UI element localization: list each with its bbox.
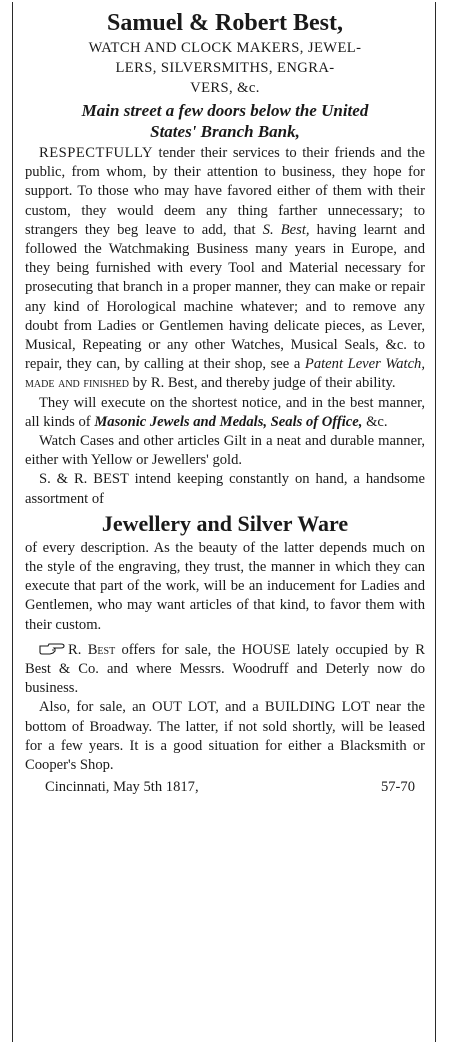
headline-jewellery: Jewellery and Silver Ware [101, 510, 349, 536]
paragraph-assortment: S. & R. BEST intend keeping constantly on hand, a handsome assortment of [25, 471, 425, 507]
trades-line-1: WATCH AND CLOCK MAKERS, JEWEL- [88, 40, 362, 56]
pointing-hand-icon [39, 643, 65, 655]
text-run: having learnt and followed the Watchmaking Business many years in Europe, and they being furnished with every Tool and Material necessary for prosecuting that branch in a proper manner, they can make or repair any kind of Horological machine whatever; and to remove any doubt from Ladies or Gentlemen having delicate pieces, as Lever, Musical, Repeating or any other Watches, Musical Seals, &c. to repair, they can, by calling at their shop, see a [25, 221, 425, 373]
trades-line-3: VERS, &c. [190, 80, 260, 96]
address-line-2: States' Branch Bank, [150, 122, 300, 141]
address-line-1: Main street a few doors below the United [81, 101, 369, 120]
trades-line-2: LERS, SILVERSMITHS, ENGRA- [115, 60, 335, 76]
text-run: tender their services to their friends and the public, from whom, by their attention to business, they hope for support. To those who may have favored either of them with their custom, they would deem any thing farther unnecessary; to strangers they beg leave to add, that [25, 145, 425, 238]
ad-code: 57-70 [380, 779, 415, 796]
name-italic: S. Best, [262, 221, 310, 238]
paragraph-lots: Also, for sale, an OUT LOT, and a BUILDING LOT near the bottom of Broadway. The latter, if not sold shortly, will be leased for a few years. It is a good situation for either a Blacksmith or Cooper's Shop. [25, 699, 425, 774]
paragraph-masonic [25, 394, 425, 432]
patent-lever-italic: Patent Lever Watch, [304, 356, 425, 373]
date: Cincinnati, May 5th 1817, [45, 779, 199, 796]
ad-body [25, 144, 425, 775]
paragraph-services [25, 144, 425, 394]
made-finished-smallcaps: made and finished [25, 375, 129, 392]
masonic-italic: Masonic Jewels and Medals, Seals of Office, [94, 413, 363, 430]
paragraph-house [25, 641, 425, 699]
text-run: by R. Best, and thereby judge of their ability. [128, 375, 396, 392]
lead-word: RESPECTFULLY [39, 145, 154, 161]
advertisement [12, 2, 436, 1042]
paragraph-gilt: Watch Cases and other articles Gilt in a neat and durable manner, either with Yellow or Jewellers' gold. [25, 433, 425, 469]
text-run: They will execute on the shortest notice, and in the best manner, all kinds of [25, 394, 425, 430]
paragraph-engraving: of every description. As the beauty of the latter depends much on the style of the engraving, they trust, the manner in which they can execute that part of the work, will be an inducement for Ladies and Gentlemen, who may want articles of that kind, to favor them with their custom. [25, 539, 425, 633]
dateline [25, 777, 425, 797]
address [25, 100, 425, 142]
text-run: &c. [362, 413, 388, 430]
text-run: offers for sale, the HOUSE lately occupied by R Best & Co. and where Messrs. Woodruff and Deterly now do business. [25, 641, 425, 697]
r-best-smallcaps: R. Best [68, 641, 116, 658]
advertiser-name: Samuel & Robert Best, [107, 10, 343, 36]
